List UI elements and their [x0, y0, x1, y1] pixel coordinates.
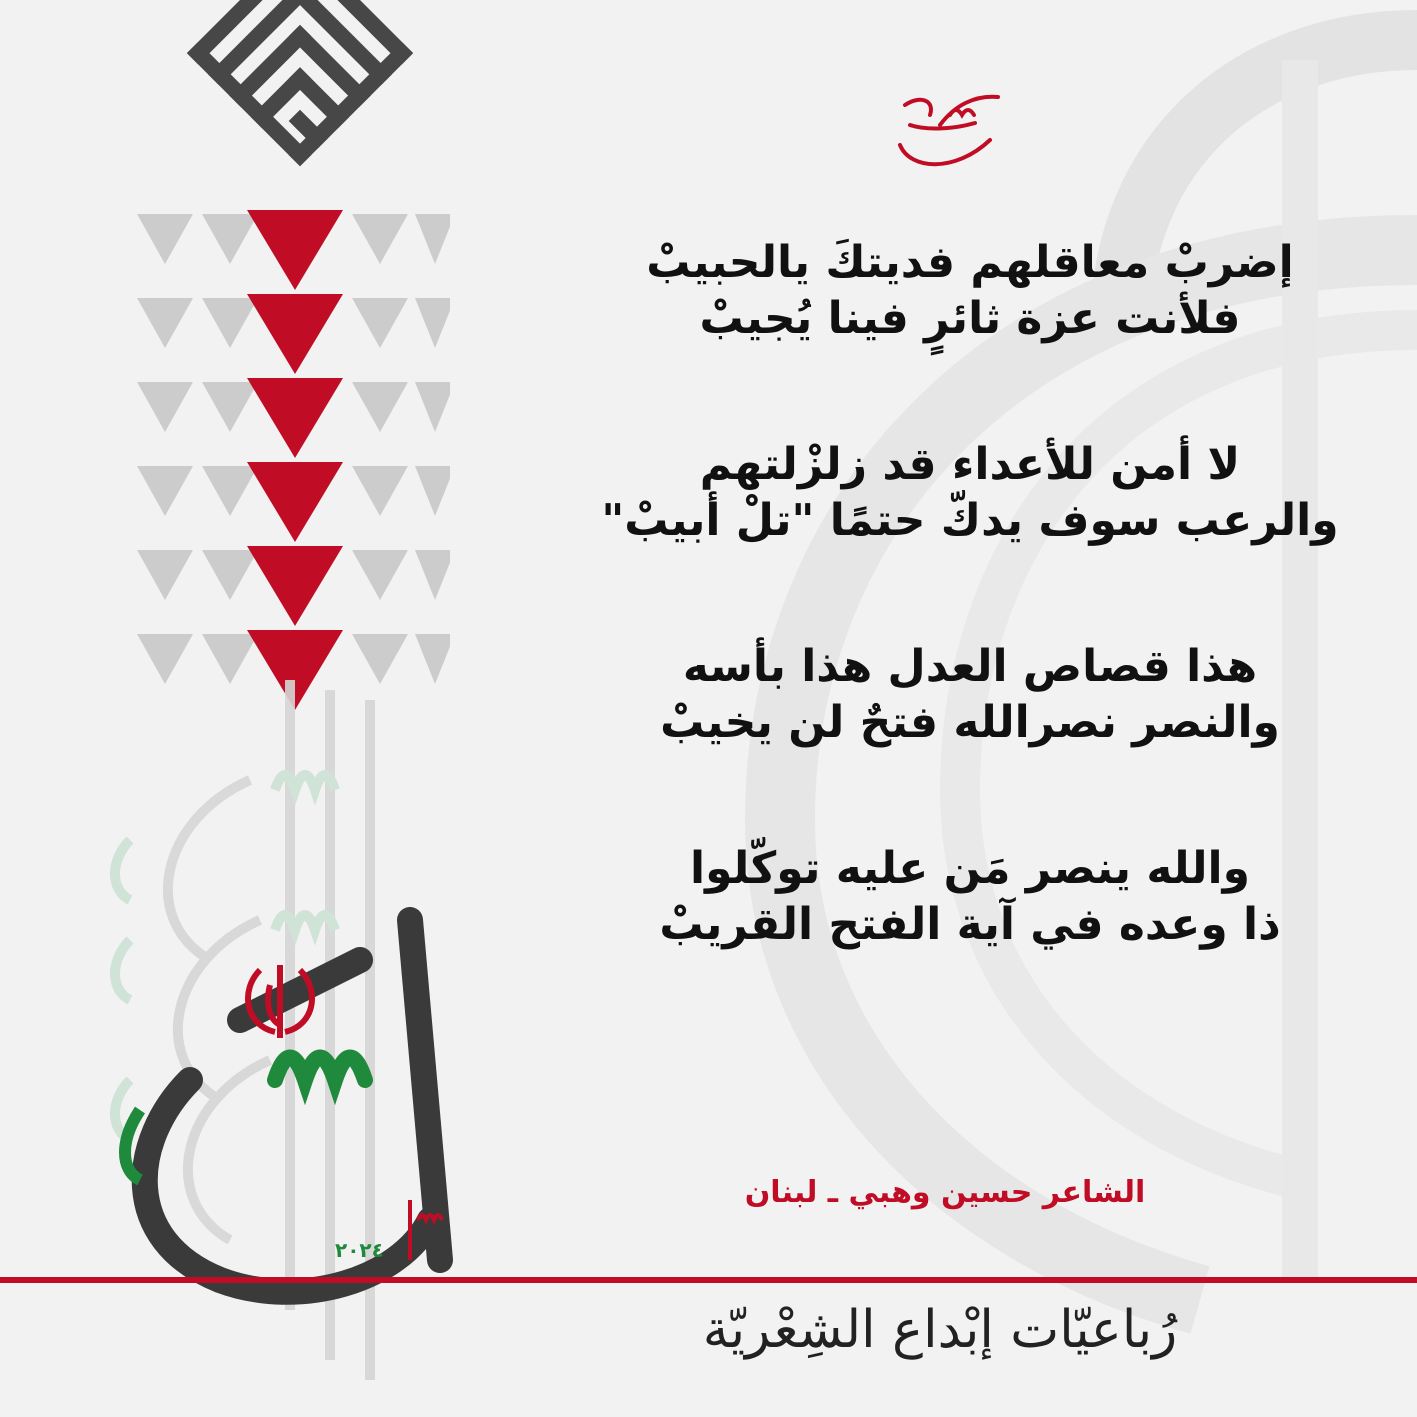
triangle-icon — [137, 214, 193, 264]
triangle-icon — [247, 210, 343, 290]
triangle-icon — [352, 298, 408, 348]
triangle-icon — [202, 466, 258, 516]
triangle-icon — [415, 214, 450, 264]
poem-stanza — [560, 235, 1380, 347]
triangle-icon — [137, 550, 193, 600]
triangle-icon — [137, 466, 193, 516]
triangle-icon — [202, 382, 258, 432]
triangle-icon — [415, 382, 450, 432]
poem-line: إضربْ معاقلهم فديتكَ يالحبيبْ — [646, 237, 1294, 288]
poem-line: والله ينصر مَن عليه توكّلوا — [690, 843, 1250, 894]
poem-stanza — [560, 841, 1380, 953]
triangle-icon — [247, 462, 343, 542]
poem-line: فلأنت عزة ثائرٍ فينا يُجيبْ — [699, 293, 1241, 344]
triangle-icon — [415, 550, 450, 600]
poet-credit: الشاعر حسين وهبي ـ لبنان — [744, 1175, 1146, 1210]
divider-line — [0, 1277, 1417, 1283]
calligraphy-art — [100, 660, 480, 1417]
footer-title: رُباعيّات إبْداع الشِعْريّة — [702, 1300, 1178, 1360]
poem-line: والنصر نصرالله فتحٌ لن يخيبْ — [660, 697, 1280, 748]
calligraphy-emblem-icon — [880, 85, 1010, 180]
triangle-icon — [352, 214, 408, 264]
poem-line: ذا وعده في آية الفتح القريبْ — [659, 899, 1281, 950]
poem-line: هذا قصاص العدل هذا بأسه — [682, 641, 1258, 692]
triangle-icon — [352, 466, 408, 516]
triangle-icon — [247, 378, 343, 458]
triangle-icon — [202, 550, 258, 600]
triangle-icon — [137, 382, 193, 432]
triangle-icon — [202, 214, 258, 264]
year-label: ٢٠٢٤ — [335, 1238, 384, 1262]
triangle-icon — [247, 546, 343, 626]
poem-stanza — [560, 639, 1380, 751]
triangle-icon — [352, 382, 408, 432]
triangle-icon — [415, 466, 450, 516]
poem-stanza — [560, 437, 1380, 549]
triangle-icon — [247, 294, 343, 374]
poem-line: لا أمن للأعداء قد زلزْلتهم — [699, 439, 1241, 490]
kufic-pattern-icon — [135, 0, 465, 170]
triangles-pattern — [130, 210, 450, 710]
poem-line: والرعب سوف يدكّ حتمًا "تلْ أبيبْ" — [601, 495, 1339, 546]
triangle-icon — [352, 550, 408, 600]
triangle-icon — [137, 298, 193, 348]
triangle-icon — [202, 298, 258, 348]
poem — [560, 235, 1380, 1043]
triangle-icon — [415, 298, 450, 348]
